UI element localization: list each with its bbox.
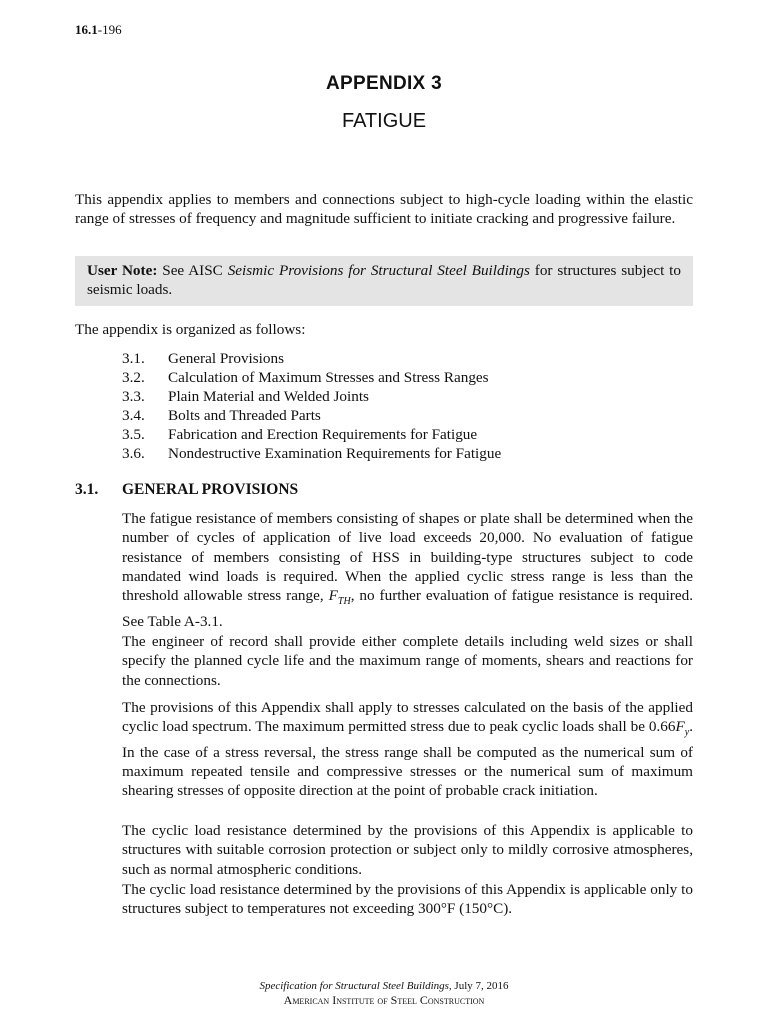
toc-item-num: 3.2.: [122, 369, 145, 386]
user-note-text-before: See AISC: [157, 262, 228, 279]
footer-spec-title: Specification for Structural Steel Buildings,: [259, 980, 452, 992]
organized-text: The appendix is organized as follows:: [75, 321, 306, 338]
toc-item: [122, 406, 501, 425]
toc-item-title: Nondestructive Examination Requirements for Fatigue: [168, 445, 502, 462]
page-number-prefix: 16.1: [75, 22, 98, 37]
user-note: [75, 256, 693, 306]
section-title: GENERAL PROVISIONS: [122, 481, 299, 498]
p3-text-after: . In the case of a stress reversal, the stress range shall be computed as the numerical sum of maximum repeated tensile and compressive stresses or the numerical sum of maximum shearing stresses of opposite direction at the point of probable crack initiation.: [122, 718, 693, 800]
toc-item-title: Fabrication and Erection Requirements for Fatigue: [168, 426, 478, 443]
toc-item-title: General Provisions: [168, 350, 284, 367]
toc-item-title: Calculation of Maximum Stresses and Stress Ranges: [168, 369, 489, 386]
p3-symbol: F: [675, 718, 685, 736]
user-note-label: User Note:: [87, 262, 158, 279]
paragraph-temperature: The cyclic load resistance determined by the provisions of this Appendix is applicable only to structures subject to temperatures not exceeding 300°F (150°C).: [122, 881, 693, 918]
paragraph-corrosion: The cyclic load resistance determined by the provisions of this Appendix is applicable to structures with suitable corrosion protection or subject only to mildly corrosive atmospheres, such as normal atmospheric conditions.: [122, 822, 693, 878]
toc-item: [122, 349, 501, 368]
p1-text-after: , no further evaluation of fatigue resistance is required. See Table A-3.1.: [122, 587, 693, 630]
p1-text-before: The fatigue resistance of members consisting of shapes or plate shall be determined when the number of cycles of application of live load exceeds 20,000. No evaluation of fatigue resistance of members consisting of HSS in building-type structures subject to code mandated wind loads is required. When the applied cyclic stress range is less than the threshold allowable stress range,: [122, 510, 693, 605]
toc-item: [122, 387, 501, 406]
toc-item: [122, 425, 501, 444]
section-number: 3.1.: [75, 481, 99, 498]
intro-paragraph: This appendix applies to members and connections subject to high-cycle loading within the elastic range of stresses of frequency and magnitude sufficient to initiate cracking and progressive failure.: [75, 191, 693, 228]
toc-item-num: 3.5.: [122, 426, 145, 443]
p1-subscript: TH: [337, 596, 351, 608]
appendix-title: APPENDIX 3: [326, 73, 442, 94]
p3-text-before: The provisions of this Appendix shall apply to stresses calculated on the basis of the applied cyclic load spectrum. The maximum permitted stress due to peak cyclic loads shall be 0.66: [122, 699, 693, 736]
toc-item-num: 3.4.: [122, 407, 145, 424]
paragraph-provisions: [122, 698, 693, 801]
toc-item-title: Bolts and Threaded Parts: [168, 407, 321, 424]
toc-list: [122, 349, 501, 463]
toc-item-num: 3.3.: [122, 388, 145, 405]
user-note-italic: Seismic Provisions for Structural Steel Buildings: [227, 262, 530, 279]
page-footer: [0, 979, 768, 1007]
p3-subscript: y: [684, 727, 690, 739]
toc-item: [122, 368, 501, 387]
toc-item-title: Plain Material and Welded Joints: [168, 388, 369, 405]
footer-date: July 7, 2016: [451, 980, 509, 992]
paragraph-fatigue-resistance: [122, 509, 693, 631]
toc-item-num: 3.1.: [122, 350, 145, 367]
section-heading: [75, 481, 298, 499]
p1-symbol: F: [328, 587, 338, 605]
page-number-rest: -196: [97, 22, 122, 37]
user-note-text-after: for structures subject to seismic loads.: [87, 262, 681, 299]
paragraph-engineer-of-record: The engineer of record shall provide either complete details including weld sizes or shall specify the planned cycle life and the maximum range of moments, shears and reactions for the connections.: [122, 633, 693, 689]
appendix-subtitle: FATIGUE: [341, 110, 427, 132]
toc-item: [122, 444, 501, 463]
footer-organization: American Institute of Steel Construction: [283, 993, 485, 1007]
toc-item-num: 3.6.: [122, 445, 145, 462]
page-number: [75, 22, 122, 38]
